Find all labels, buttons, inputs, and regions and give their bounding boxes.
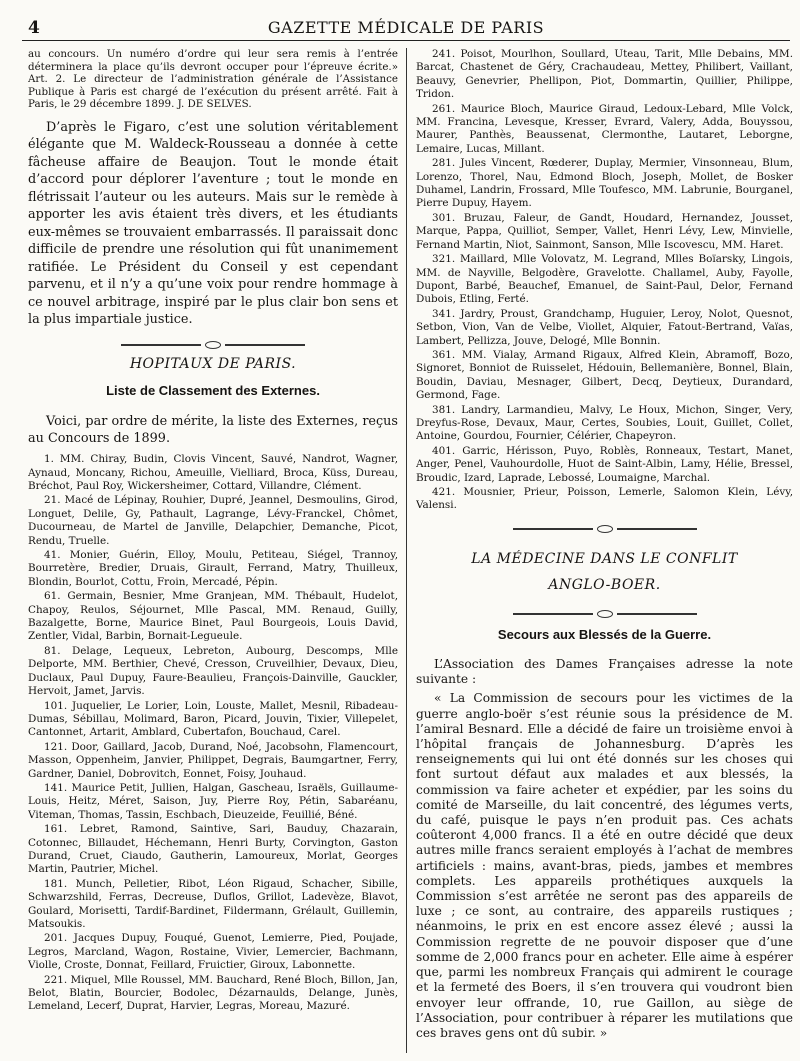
list-item: 421. Mousnier, Prieur, Poisson, Lemerle, Salomon Klein, Lévy, Valensi. [416, 486, 793, 512]
list-item: 201. Jacques Dupuy, Fouqué, Guenot, Lemierre, Pied, Poujade, Legros, Marcland, Wagon, Rostaine, Vivier, Lemercier, Bachmann, Violle, Croste, Donnat, Feillard, Fruictier, Giroux, Labonnette. [28, 932, 398, 972]
left-column [28, 48, 398, 1053]
list-item: 381. Landry, Larmandieu, Malvy, Le Houx, Michon, Singer, Very, Dreyfus-Rose, Devaux, Maur, Certes, Soubies, Louit, Guillet, Collet, Antoine, Gourdou, Fournier, Célérier, Chapeyron. [416, 403, 793, 443]
list-item: 101. Juquelier, Le Lorier, Loin, Louste, Mallet, Mesnil, Ribadeau-Dumas, Sébillau, Molimard, Baron, Picard, Jouvin, Tixier, Villepelet, Cantonnet, Artarit, Amblard, Cubertafon, Bouchaud, Carel. [28, 699, 398, 739]
journal-title: GAZETTE MÉDICALE DE PARIS [267, 18, 545, 37]
list-item: 81. Delage, Lequeux, Lebreton, Aubourg, Descomps, Mlle Delporte, MM. Berthier, Chevé, Cresson, Cruveilhier, Devaux, Dieu, Duclaux, Paul Dupuy, Faure-Beaulieu, François-Dainville, Gauckler, Hervoit, Jamet, Jarvis. [28, 644, 398, 698]
page-header [22, 14, 790, 41]
section-title-boer [416, 546, 793, 598]
list-item: 241. Poisot, Mourlhon, Soullard, Uteau, Tarit, Mlle Debains, MM. Barcat, Chastenet de Géry, Crachaudeau, Mettey, Philibert, Vaillant, Beauvy, Genevrier, Phellipon, Piot, Dommartin, Quillier, Philippe, Tridon. [416, 48, 793, 101]
list-item: 321. Maillard, Mlle Volovatz, M. Legrand, Mlles Boïarsky, Lingois, MM. de Nayville, Belgodère, Gravelotte. Challamel, Auby, Fayolle, Dupont, Barbé, Beauchef, Emanuel, de Saint-Paul, Delor, Fernand Dubois, Etling, Ferté. [416, 253, 793, 306]
ornament-divider [416, 608, 793, 621]
right-column [416, 48, 793, 1053]
list-item: 401. Garric, Hérisson, Puyo, Roblès, Ronneaux, Testart, Manet, Anger, Penel, Vauhourdolle, Huot de Saint-Albin, Lamy, Hélie, Bressel, Broudic, Izard, Laprade, Lebossé, Loumaigne, Marchal. [416, 444, 793, 484]
list-item: 281. Jules Vincent, Rœderer, Duplay, Mermier, Vinsonneau, Blum, Lorenzo, Thorel, Nau, Edmond Bloch, Joseph, Mollet, de Bosker Duhamel, Landrin, Frossard, Mlle Toufesco, MM. Labrunie, Bourganel, Pierre Dupuy, Hayem. [416, 157, 793, 210]
page-number: 4 [28, 18, 40, 38]
editorial-paragraph: D’après le Figaro, c’est une solution véritablement élégante que M. Waldeck-Rousseau a donnée à cette fâcheuse affaire de Beaujon. Tout le monde était d’accord pour déplorer l’aventure ; tout le monde en flétrissait l’auteur ou les auteurs. Mais sur le remède à apporter les avis étaient très divers, et les étudiants eux-mêmes se trouvaient embarrassés. Il paraissait donc difficile de prendre une résolution qui fût unanimement ratifiée. Le Président du Conseil y est cependant parvenu, et il n’y a qu’une voix pour rendre hommage à ce nouvel arbitrage, inspiré par le plus clair bon sens et la plus impartiale justice. [28, 119, 398, 328]
list-item: 181. Munch, Pelletier, Ribot, Léon Rigaud, Schacher, Sibille, Schwarzshild, Ferras, Decreuse, Duflos, Grillot, Ladevèze, Blavot, Goulard, Morisetti, Tardif-Bardinet, Fildermann, Grélault, Guillemin, Matsoukis. [28, 877, 398, 930]
list-item: 161. Lebret, Ramond, Saintive, Sari, Bauduy, Chazarain, Cotonnec, Billaudet, Héchemann, Henri Burty, Corvington, Gaston Durand, Cruet, Ciaudo, Gautherin, Lamoureux, Morlat, Georges Martin, Pautrier, Michel. [28, 823, 398, 876]
list-item: 361. MM. Vialay, Armand Rigaux, Alfred Klein, Abramoff, Bozo, Signoret, Bonniot de Ruisselet, Hédouin, Bellemanière, Bonnel, Blain, Boudin, Daviau, Mesnager, Gilbert, Decq, Deytieux, Durandard, Germond, Fage. [416, 348, 793, 402]
list-item: 21. Macé de Lépinay, Rouhier, Dupré, Jeannel, Desmoulins, Girod, Longuet, Delile, Gy, Pathault, Lagrange, Lévy-Franckel, Chômet, Ducourneau, de Martel de Janville, Delapchier, Demanche, Picot, Rendu, Truelle. [28, 494, 398, 547]
boer-body: « La Commission de secours pour les victimes de la guerre anglo-boër s’est réunie sous la présidence de M. l’amiral Besnard. Elle a décidé de faire un troisième envoi à l’hôpital français de Johannesburg. D’après les renseignements qui lui ont été donnés sur les choses qui font surtout défaut aux malades et aux blessés, la commission va faire acheter et expédier, par les soins du comité de Marseille, du lait concentré, des légumes verts, du café, puisque le pays n’en produit pas. Ces achats coûteront 4,000 francs. Il a été en outre décidé que deux autres mille francs seraient employés à l’achat de membres artificiels : mains, avant-bras, pieds, jambes et membres complets. Les appareils prothétiques auxquels la Commission s’est arrêtée ne seront pas des appareils de luxe ; ce sont, au contraire, des appareils rustiques ; néanmoins, le prix en est encore assez élevé ; aussi la Commission regrette de ne pouvoir disposer que d’une somme de 2,000 francs pour en acheter. Elle aime à espérer que, parmi les nombreux Français qui admirent le courage et la fermeté des Boers, il s’en trouvera qui voudront bien envoyer leur offrande, 10, rue Gaillon, au siège de l’Association, pour contribuer à réparer les mutilations que ces braves gens ont dû subir. » [416, 691, 793, 1040]
boer-title-line-1: LA MÉDECINE DANS LE CONFLIT [471, 551, 738, 568]
section-title-hopitaux: HOPITAUX DE PARIS. [129, 356, 297, 373]
list-item: 121. Door, Gaillard, Jacob, Durand, Noé, Jacobsohn, Flamencourt, Masson, Oppenheim, Janvier, Philippet, Degrais, Baumgartner, Ferry, Gardner, Daniel, Dobrovitch, Eonnet, Foisy, Jouhaud. [28, 740, 398, 780]
column-divider [406, 48, 407, 1053]
decree-ending: au concours. Un numéro d’ordre qui leur sera remis à l’entrée déterminera la place qu’ils devront occuper pour l’épreuve écrite.» Art. 2. Le directeur de l’administration générale de l’Assistance Publique à Paris est chargé de l’exécution du présent arrêté. Fait à Paris, le 29 décembre 1899. J. DE SELVES. [28, 48, 398, 111]
subtitle-secours: Secours aux Blessés de la Guerre. [497, 626, 712, 642]
list-item: 61. Germain, Besnier, Mme Granjean, MM. Thébault, Hudelot, Chapoy, Reulos, Séjournet, Mlle Pascal, MM. Renaud, Guilly, Bazalgette, Borne, Maurice Binet, Paul Bourgeois, Louis David, Zentler, Vidal, Barbin, Bornait-Legueule. [28, 590, 398, 643]
list-item: 1. MM. Chiray, Budin, Clovis Vincent, Sauvé, Nandrot, Wagner, Aynaud, Moncany, Richou, Ameuille, Vielliard, Broca, Küss, Dureau, Bréchot, Paul Roy, Wickersheimer, Cottard, Villandre, Clément. [28, 453, 398, 492]
list-item: 301. Bruzau, Faleur, de Gandt, Houdard, Hernandez, Jousset, Marque, Pappa, Quilliot, Semper, Vallet, Henri Lévy, Lew, Minvielle, Fernand Martin, Niot, Sainmont, Sanson, Mlle Iscovescu, MM. Haret. [416, 211, 793, 251]
list-lead: Voici, par ordre de mérite, la liste des Externes, reçus au Concours de 1899. [28, 414, 398, 447]
ornament-divider [28, 339, 398, 352]
list-item: 261. Maurice Bloch, Maurice Giraud, Ledoux-Lebard, Mlle Volck, MM. Francina, Levesque, Kresser, Evrard, Valery, Adda, Bouyssou, Maurer, Panthès, Beaussenat, Clermonthe, Lautaret, Leborgne, Lemaire, Lucas, Millant. [416, 102, 793, 155]
list-item: 141. Maurice Petit, Jullien, Halgan, Gascheau, Israëls, Guillaume-Louis, Heitz, Méret, Saison, Juy, Pierre Roy, Pétin, Sabaréanu, Viteman, Thomas, Tassin, Eschbach, Dieuzeide, Feuillié, Béné. [28, 781, 398, 821]
list-item: 221. Miquel, Mlle Roussel, MM. Bauchard, René Bloch, Billon, Jan, Belot, Blatin, Bourcier, Bodolec, Dézarnaulds, Delange, Junès, Lemeland, Lecerf, Duprat, Harvier, Legras, Moreau, Mazuré. [28, 973, 398, 1013]
boer-title-line-2: ANGLO-BOER. [548, 577, 661, 594]
list-item: 341. Jardry, Proust, Grandchamp, Huguier, Leroy, Nolot, Quesnot, Setbon, Vion, Van de Velbe, Viollet, Alquier, Fatout-Bertrand, Vaïas, Lambert, Pellizza, Jouve, Delogé, Mlle Bonnin. [416, 307, 793, 347]
subtitle-externes: Liste de Classement des Externes. [106, 382, 320, 398]
boer-lead: L’Association des Dames Françaises adresse la note suivante : [416, 657, 793, 687]
ornament-divider [416, 523, 793, 536]
list-item: 41. Monier, Guérin, Elloy, Moulu, Petiteau, Siégel, Trannoy, Bourretère, Bredier, Druais, Girault, Ferrand, Matry, Thuilleux, Blondin, Bourlot, Cottu, Froin, Mercadé, Pépin. [28, 549, 398, 588]
